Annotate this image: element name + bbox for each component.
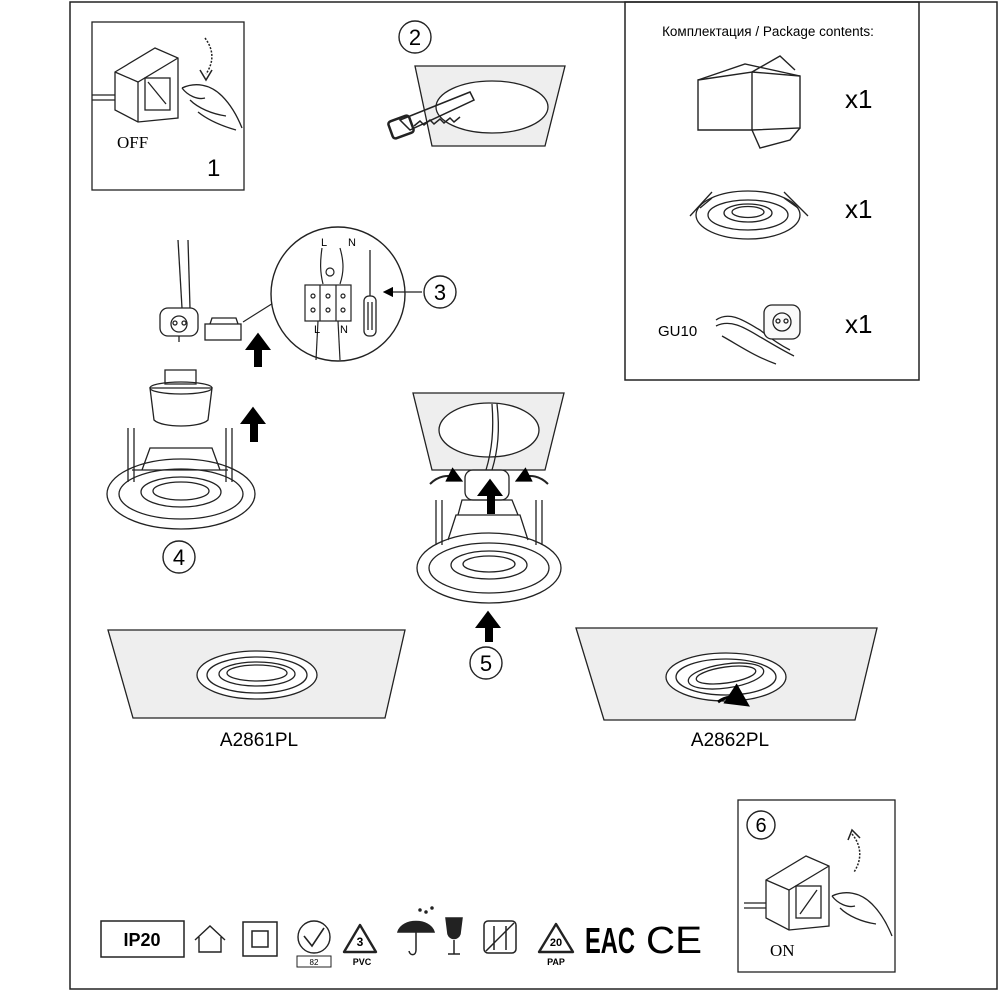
curved-arrow-icon bbox=[848, 830, 860, 872]
recycle-pap-number: 20 bbox=[549, 937, 563, 949]
step-6-number: 6 bbox=[755, 815, 767, 837]
gu10-label: GU10 bbox=[658, 323, 698, 340]
qty-box: x1 bbox=[845, 84, 873, 114]
step-6-panel bbox=[738, 800, 895, 972]
up-arrow-icon bbox=[479, 614, 497, 640]
box-icon bbox=[698, 56, 800, 148]
up-arrow-icon bbox=[481, 482, 499, 512]
up-arrow-icon bbox=[244, 410, 262, 440]
step-5-number: 5 bbox=[479, 651, 493, 676]
up-arrow-icon bbox=[249, 336, 267, 365]
ip-rating: IP20 bbox=[123, 930, 161, 950]
installed-fixture-icon bbox=[666, 653, 786, 701]
step-1-number: 1 bbox=[207, 155, 221, 182]
fragile-glass-icon bbox=[446, 918, 462, 954]
on-label: ON bbox=[770, 941, 795, 960]
fixture-icon bbox=[690, 191, 808, 239]
wire-n-top: N bbox=[348, 237, 356, 249]
recycle-pvc-number: 3 bbox=[356, 935, 364, 949]
step-3 bbox=[160, 227, 456, 365]
off-label: OFF bbox=[117, 133, 149, 152]
wall-switch-icon bbox=[744, 856, 829, 930]
step-5 bbox=[413, 393, 564, 679]
qty-fixture: x1 bbox=[845, 194, 873, 224]
no-food-contact-icon bbox=[484, 921, 516, 953]
wire-l-top: L bbox=[321, 237, 328, 249]
step-3-number: 3 bbox=[433, 280, 447, 305]
recycle-pvc-icon bbox=[344, 925, 376, 967]
ceiling-hole bbox=[439, 403, 539, 457]
step-1-panel bbox=[92, 22, 244, 190]
model-right bbox=[576, 628, 877, 751]
indoor-use-icon bbox=[195, 926, 225, 952]
keep-dry-umbrella-icon bbox=[398, 907, 434, 955]
outer-frame bbox=[70, 2, 997, 989]
step-4 bbox=[107, 370, 262, 573]
package-title: Комплектация / Package contents: bbox=[662, 24, 874, 39]
step-4-number: 4 bbox=[172, 545, 186, 570]
gu10-socket-cable bbox=[160, 240, 198, 342]
recycle-pap-icon bbox=[539, 924, 573, 967]
fixture-icon bbox=[107, 428, 255, 529]
eac-mark: EAC bbox=[585, 920, 635, 961]
installed-fixture-icon bbox=[197, 651, 317, 699]
wire-n-bottom: N bbox=[340, 324, 348, 336]
hand-icon bbox=[182, 85, 242, 130]
ce-mark: CE bbox=[646, 920, 702, 962]
spring-arrow-right bbox=[522, 476, 548, 484]
terminal-connector-icon bbox=[205, 318, 241, 340]
spring-arrow-left bbox=[430, 476, 456, 484]
model-right-label: A2862PL bbox=[690, 730, 770, 751]
model-left bbox=[108, 630, 405, 751]
class-ii-icon bbox=[243, 922, 277, 956]
step-2 bbox=[388, 21, 565, 146]
cut-hole bbox=[436, 81, 548, 133]
recycle-82-icon bbox=[297, 921, 331, 967]
wiring-zoom-circle bbox=[271, 227, 405, 361]
certification-strip bbox=[101, 907, 702, 967]
qty-gu10: x1 bbox=[845, 309, 873, 339]
recycle-82-number: 82 bbox=[309, 958, 319, 967]
hand-icon bbox=[832, 893, 892, 936]
curved-arrow-icon bbox=[200, 38, 212, 80]
gu10-bulb-icon bbox=[150, 370, 212, 426]
recycle-pvc-label: PVC bbox=[352, 957, 372, 967]
recycle-pap-label: PAP bbox=[547, 957, 565, 967]
wire-l-bottom: L bbox=[314, 324, 321, 336]
model-left-label: A2861PL bbox=[219, 730, 299, 751]
step-2-number: 2 bbox=[408, 25, 422, 50]
gu10-socket-icon bbox=[716, 305, 800, 364]
wall-switch-icon bbox=[92, 48, 178, 122]
package-contents-panel bbox=[625, 2, 919, 380]
